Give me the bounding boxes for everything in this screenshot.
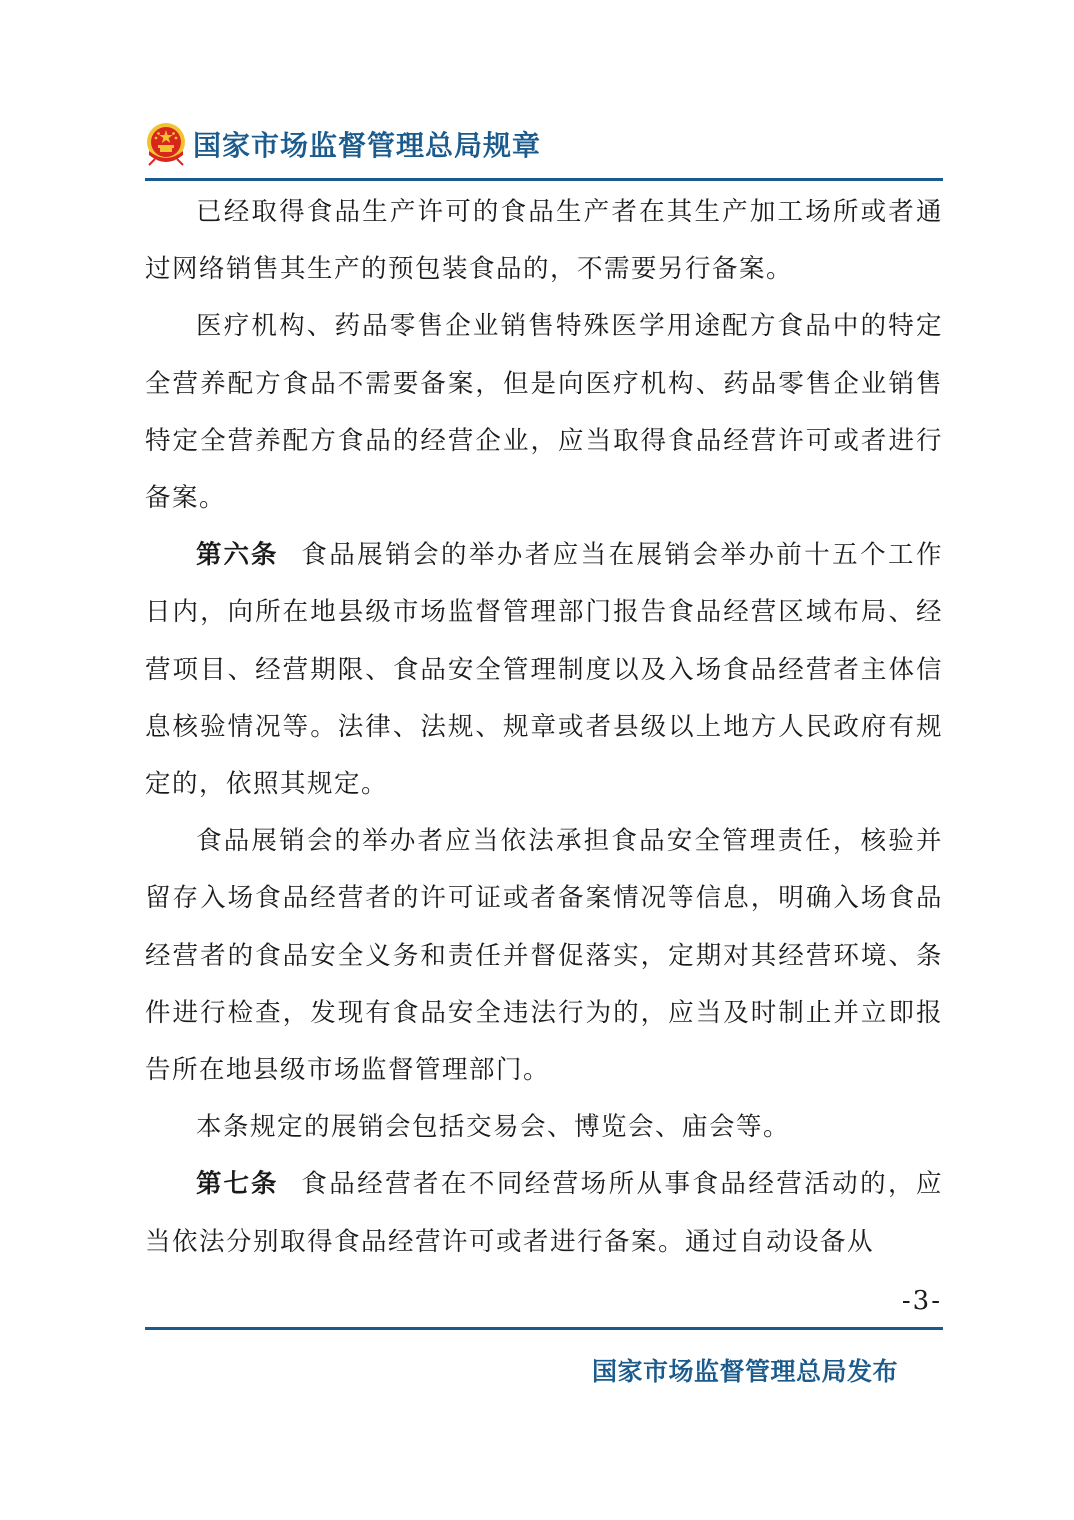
article-7-paragraph (145, 1156, 943, 1270)
footer-divider (145, 1327, 943, 1330)
article-label: 第六条 (196, 540, 279, 571)
footer-publisher: 国家市场监督管理总局发布 (591, 1357, 898, 1386)
paragraph-text: 食品展销会的举办者应当依法承担食品安全管理责任，核验并留存入场食品经营者的许可证或者备案情况等信息，明确入场食品经营者的食品安全义务和责任并督促落实，定期对其经营环境、条件进行检查，发现有食品安全违法行为的，应当及时制止并立即报告所在地县级市场监督管理部门。 (145, 826, 943, 1086)
article-label: 第七条 (196, 1169, 279, 1200)
paragraph-text: 本条规定的展销会包括交易会、博览会、庙会等。 (196, 1112, 791, 1143)
document-body (145, 184, 943, 1271)
paragraph-text: 食品经营者在不同经营场所从事食品经营活动的，应当依法分别取得食品经营许可或者进行备案。通过自动设备从 (145, 1169, 943, 1257)
page-header (145, 118, 945, 170)
paragraph-text: 已经取得食品生产许可的食品生产者在其生产加工场所或者通过网络销售其生产的预包装食品的，不需要另行备案。 (145, 197, 943, 285)
paragraph-text: 食品展销会的举办者应当在展销会举办前十五个工作日内，向所在地县级市场监督管理部门报告食品经营区域布局、经营项目、经营期限、食品安全管理制度以及入场食品经营者主体信息核验情况等。法律、法规、规章或者县级以上地方人民政府有规定的，依照其规定。 (145, 540, 943, 800)
paragraph (145, 1099, 943, 1156)
header-title: 国家市场监督管理总局规章 (193, 129, 542, 162)
national-emblem-icon (145, 121, 187, 167)
page-number: -3- (901, 1286, 942, 1316)
paragraph-text: 医疗机构、药品零售企业销售特殊医学用途配方食品中的特定全营养配方食品不需要备案，但是向医疗机构、药品零售企业销售特定全营养配方食品的经营企业，应当取得食品经营许可或者进行备案。 (145, 311, 943, 514)
paragraph (145, 813, 943, 1099)
paragraph (145, 298, 943, 527)
article-6-paragraph (145, 527, 943, 813)
header-divider (145, 178, 943, 181)
paragraph (145, 184, 943, 298)
